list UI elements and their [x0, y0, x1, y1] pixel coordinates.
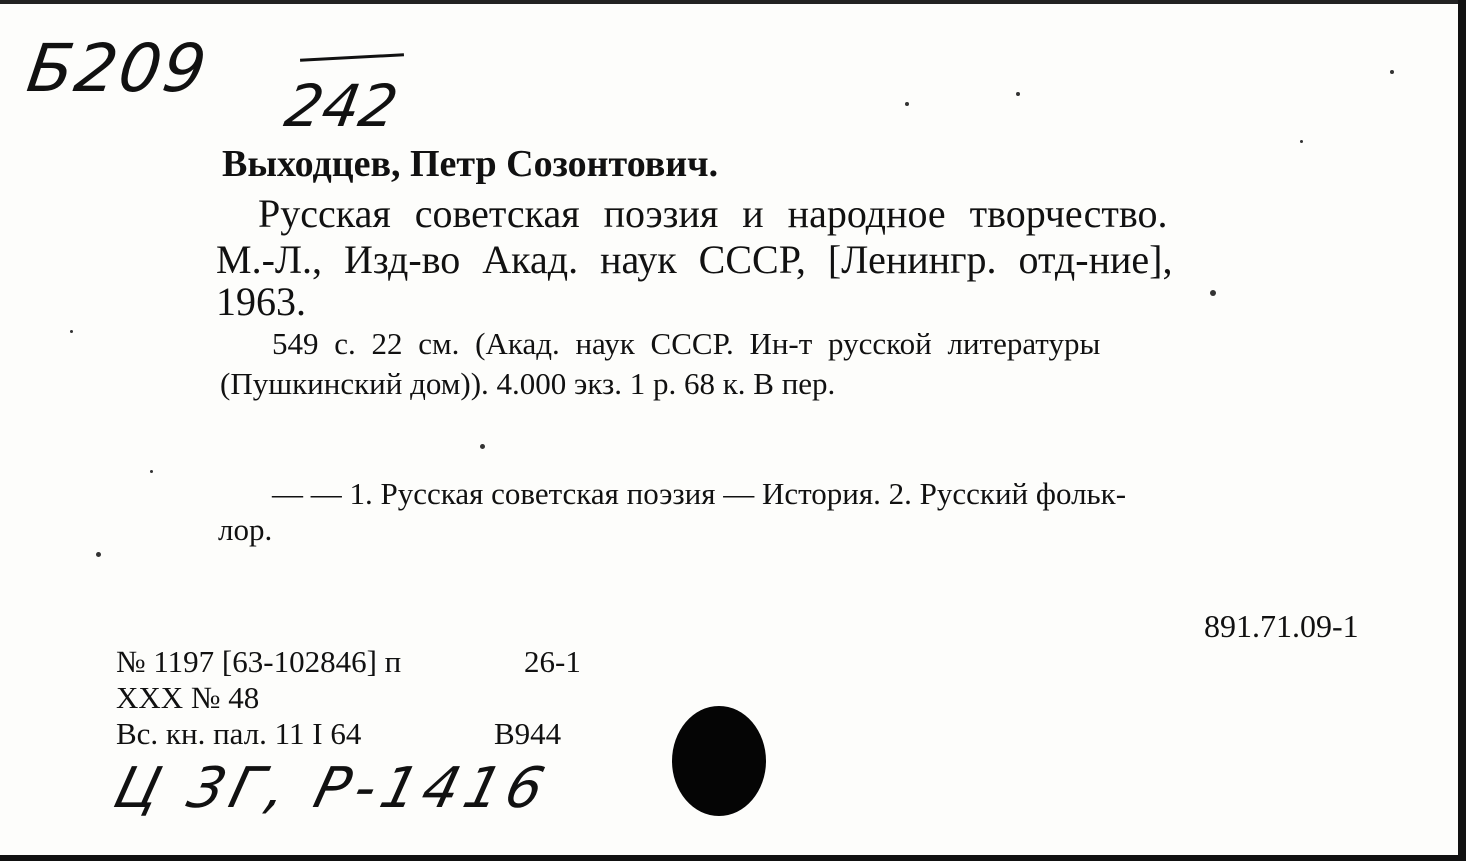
- speck: [1210, 290, 1216, 296]
- bottom-line-3: [116, 716, 562, 752]
- bottom-line-2: XXX № 48: [116, 680, 260, 715]
- author-heading: Выходцев, Петр Созонтович.: [222, 143, 719, 185]
- title-line-2: М.-Л., Изд-во Акад. наук СССР, [Ленингр. отд-ние],: [216, 237, 1173, 282]
- subject-line-1: — — 1. Русская советская поэзия — История. 2. Русский фольк-: [272, 476, 1127, 511]
- speck: [150, 470, 153, 473]
- title-line-3: 1963.: [216, 279, 306, 324]
- shelf-mark: Б209: [22, 30, 213, 107]
- handwritten-note: Ц 3Г, Р-1416: [107, 756, 557, 821]
- speck: [70, 330, 73, 333]
- card-bottom-edge: [0, 855, 1466, 861]
- description-line-1: 549 с. 22 см. (Акад. наук СССР. Ин-т русской литературы: [272, 326, 1101, 361]
- udc-code: 891.71.09-1: [1204, 608, 1359, 644]
- speck: [96, 552, 101, 557]
- speck: [480, 444, 485, 449]
- description-line-2: (Пушкинский дом)). 4.000 экз. 1 р. 68 к. В пер.: [220, 366, 836, 401]
- subject-line-2: лор.: [218, 512, 273, 547]
- shelf-number-overline: [300, 53, 404, 61]
- shelf-number: 242: [280, 72, 403, 140]
- chamber-reference: Вс. кн. пал. 11 I 64: [116, 716, 362, 751]
- title-line-1: Русская советская поэзия и народное творчество.: [258, 191, 1168, 236]
- record-code: 26-1: [524, 644, 581, 679]
- print-code: В944: [494, 716, 562, 751]
- card-right-edge: [1458, 0, 1466, 861]
- speck: [1016, 92, 1020, 96]
- record-number: № 1197 [63-102846] п: [116, 644, 402, 679]
- speck: [1300, 140, 1303, 143]
- speck: [1390, 70, 1394, 74]
- punch-hole: [672, 706, 766, 816]
- speck: [905, 102, 909, 106]
- card-top-edge: [0, 0, 1466, 4]
- bottom-line-1: [116, 644, 581, 680]
